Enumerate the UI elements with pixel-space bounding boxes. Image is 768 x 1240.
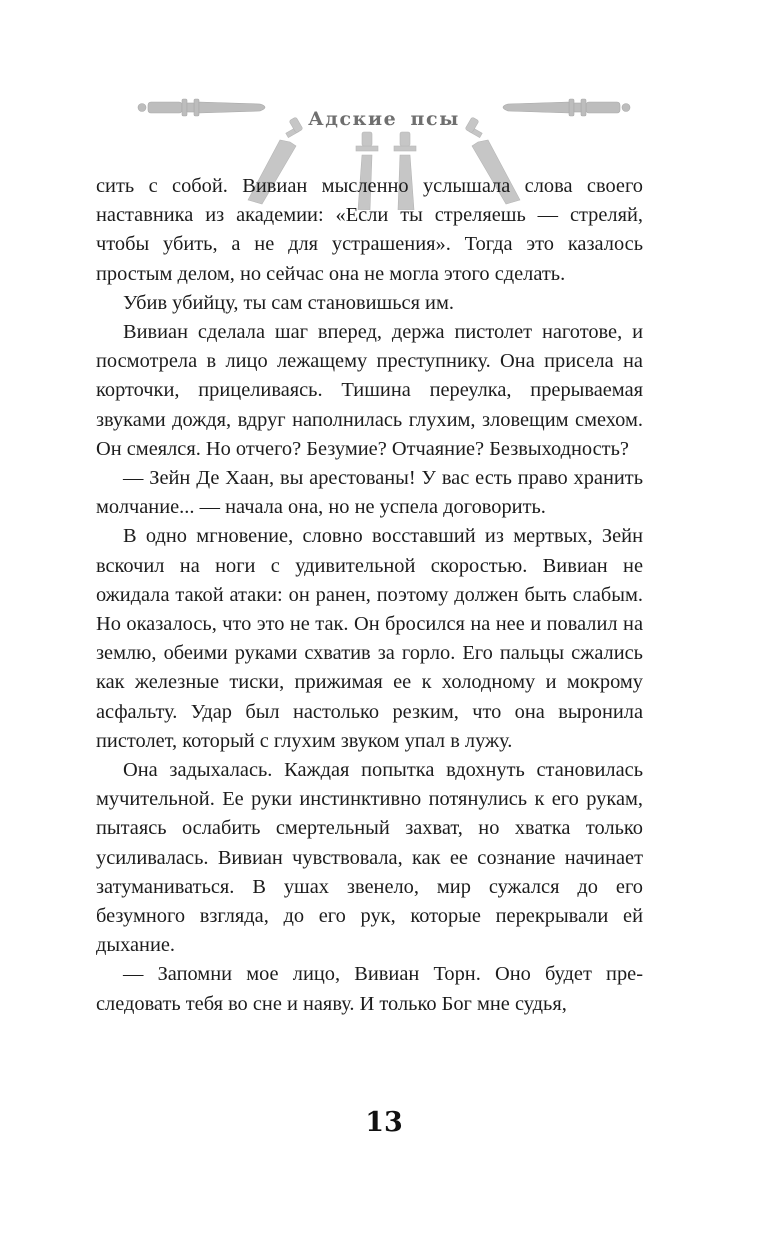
- paragraph: сить с собой. Вивиан мысленно услышала слова своего наставника из академии: «Если ты стреляешь — стреляй, чтобы убить, а не для устрашения». Тогда это казалось простым делом, но сейчас она не могла этого сделать.: [96, 175, 643, 285]
- page-number: 13: [365, 1107, 403, 1138]
- paragraph: Она задыхалась. Каждая попытка вдохнуть становилась мучительной. Ее руки инстинктивно потянулись к его рукам, пытаясь ослабить смертельный захват, но хватка только усиливалась. Вивиан чувствовала, как ее сознание начинает затуманиваться. В ушах звенело, мир сужался до его безумного взгляда, до его рук, которые перекрывали ей дыхание.: [96, 759, 643, 957]
- paragraph: — Зейн Де Хаан, вы арестованы! У вас есть право хранить молчание... — начала она, но не успела договорить.: [96, 467, 643, 519]
- paragraph: Убив убийцу, ты сам становишься им.: [123, 291, 454, 314]
- body-text: [96, 172, 643, 1019]
- paragraph: Вивиан сделала шаг вперед, держа пистолет наготове, и посмотрела в лицо лежащему преступнику. Она присела на корточки, прицеливаясь. Тишина переулка, прерываемая звуками дождя, вдруг наполнилась глухим, зловещим смехом. Он смеялся. Но отчего? Безумие? Отчаяние? Безвыходность?: [96, 321, 643, 460]
- running-title: Адские псы: [308, 108, 460, 130]
- paragraph: В одно мгновение, словно восставший из мертвых, Зейн вскочил на ноги с удивительной скоростью. Вивиан не ожидала такой атаки: он ранен, поэтому должен быть слабым. Но оказалось, что это не так. Он бросился на нее и повалил на землю, обеими руками схватив за горло. Его пальцы сжались как железные тиски, прижимая ее к холодному и мокрому асфальту. Удар был настолько резким, что она выронила пистолет, который с глухим звуком упал в лужу.: [96, 525, 643, 752]
- paragraph: — Запомни мое лицо, Вивиан Торн. Оно будет преследовать тебя во сне и наяву. И только Бог мне судья,: [96, 963, 643, 1015]
